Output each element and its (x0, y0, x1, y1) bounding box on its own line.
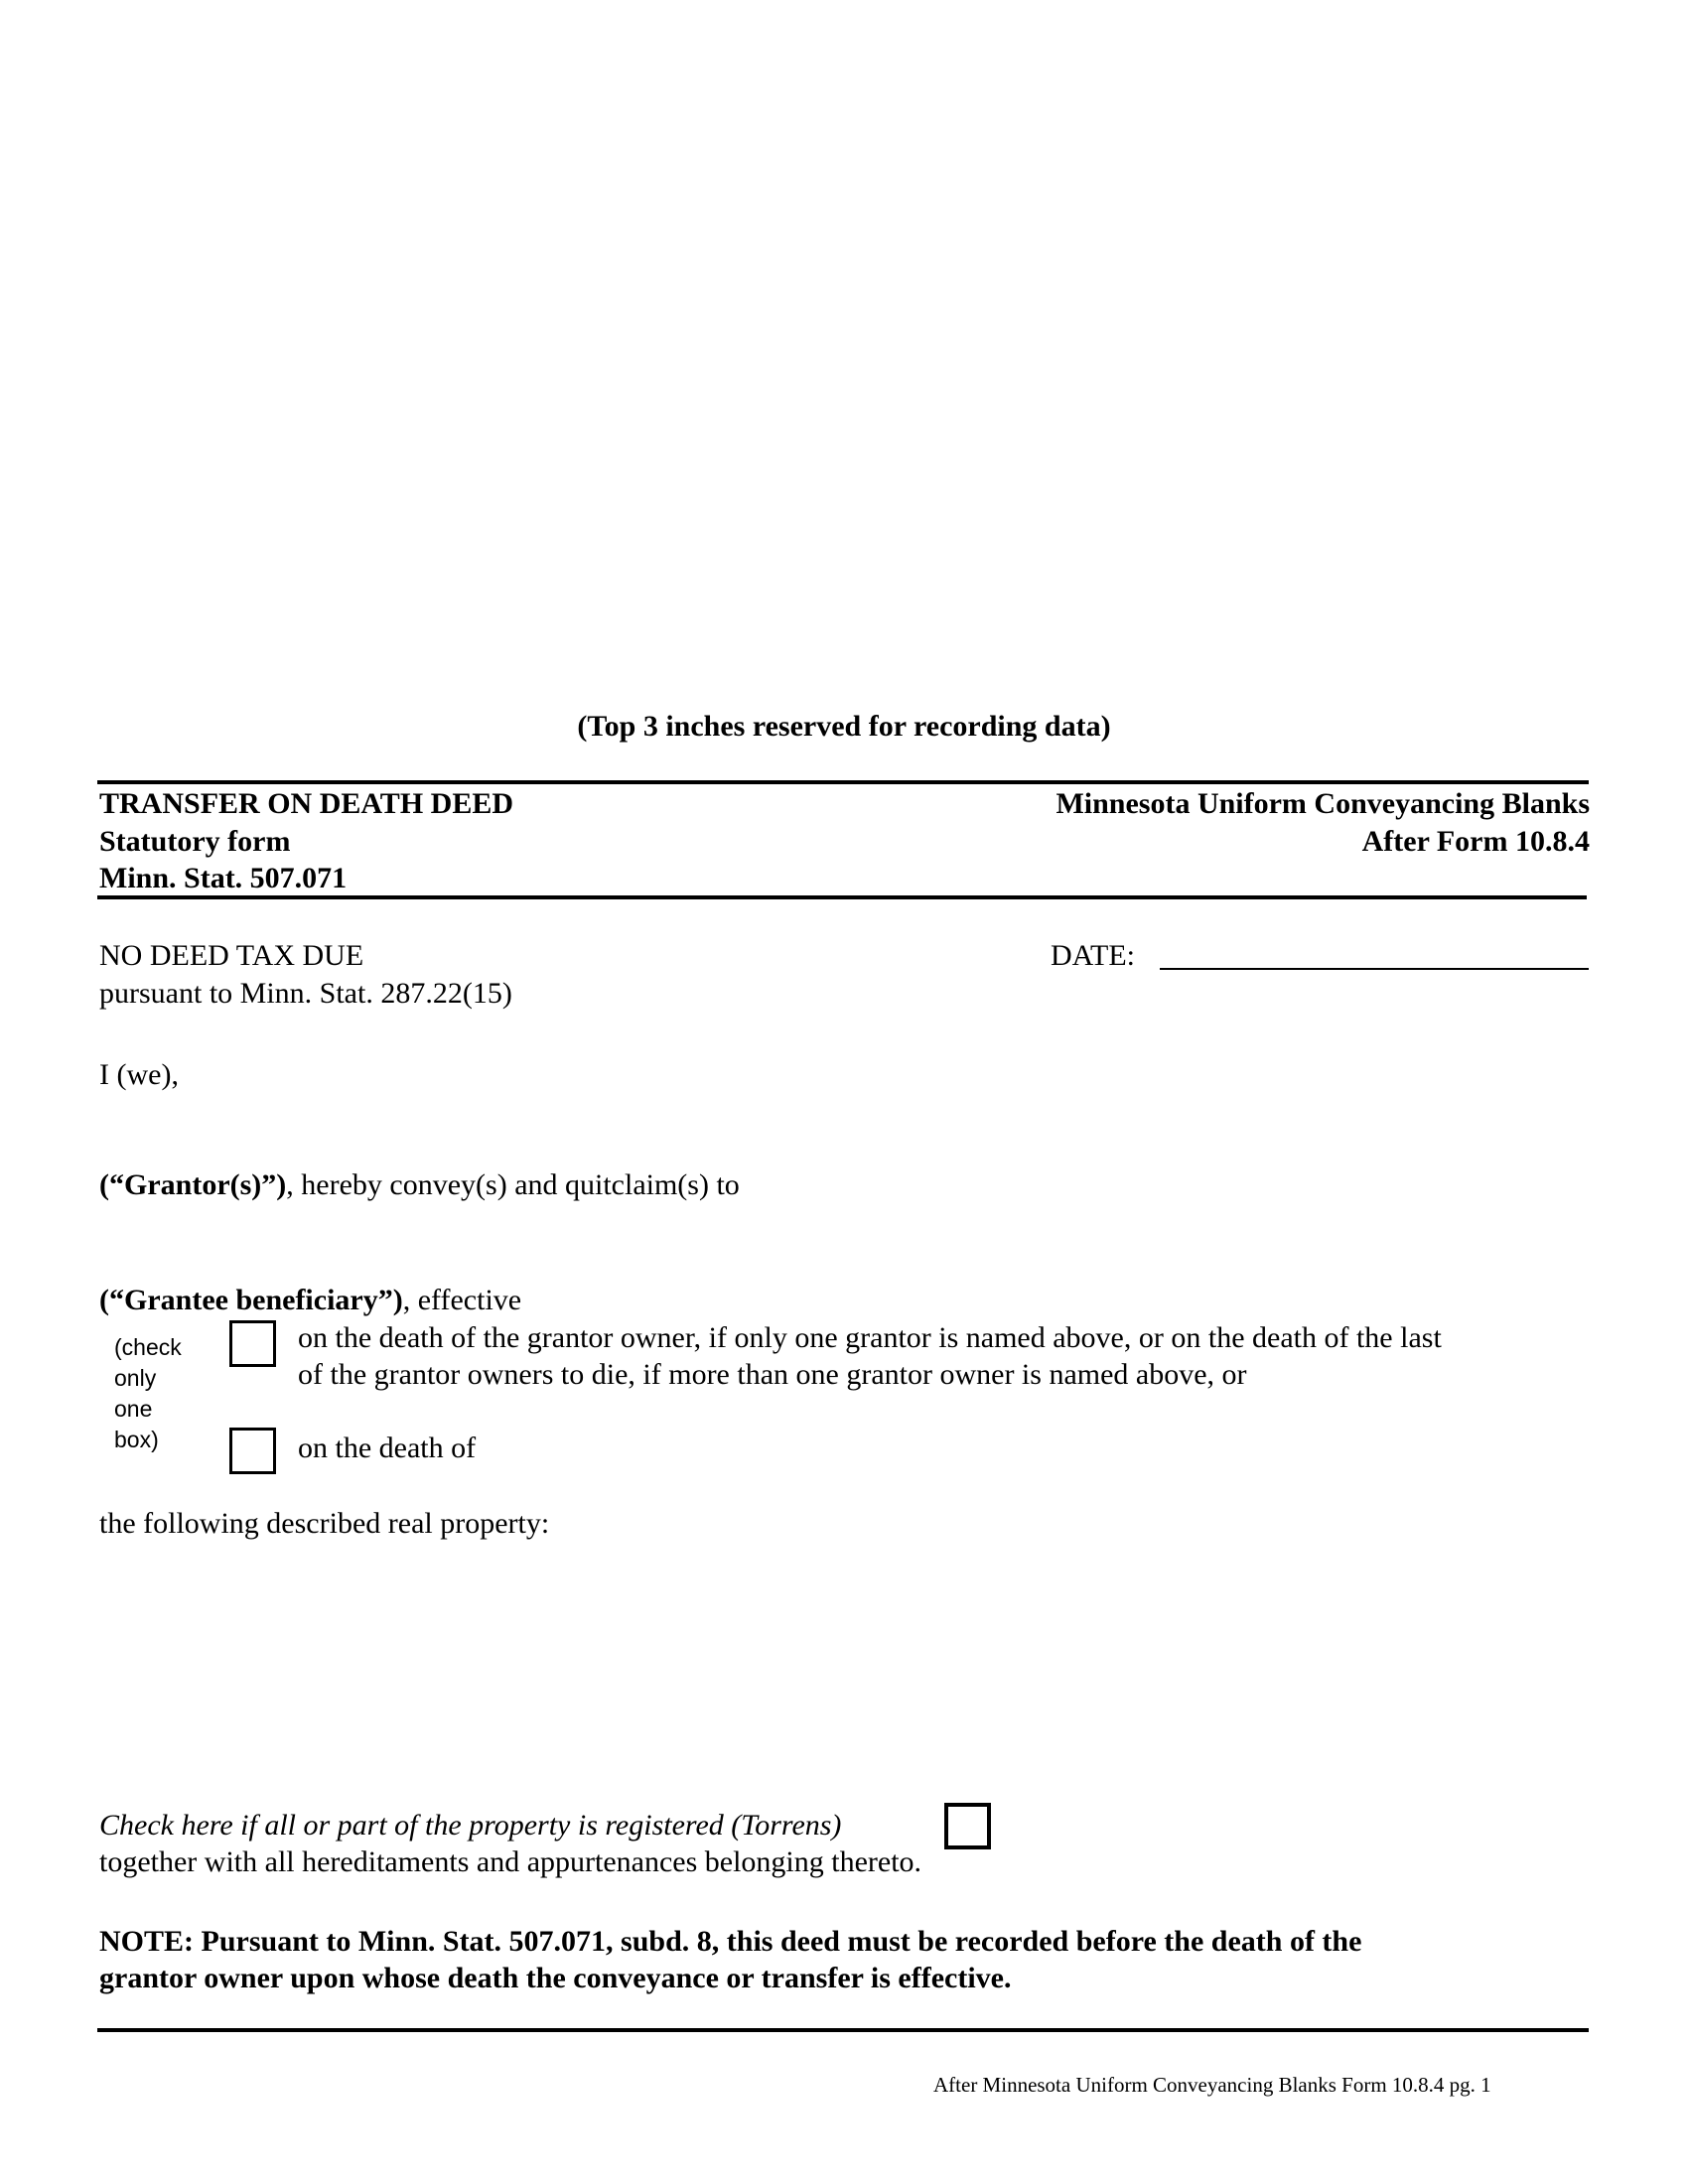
check-note-line: one (114, 1396, 153, 1422)
grantor-clause (99, 1167, 740, 1203)
grantee-clause (99, 1283, 521, 1318)
option-last-grantor-text: of the grantor owners to die, if more than one grantor owner is named above, or (298, 1358, 1247, 1391)
option-specific-death-checkbox[interactable] (229, 1428, 276, 1474)
page-footer: After Minnesota Uniform Conveyancing Blanks Form 10.8.4 pg. 1 (933, 2073, 1491, 2097)
option-last-grantor-checkbox[interactable] (229, 1320, 276, 1367)
check-note-line: only (114, 1365, 157, 1391)
form-number: After Form 10.8.4 (1361, 825, 1590, 858)
check-note-line: (check (114, 1334, 182, 1360)
deed-tax-statute: pursuant to Minn. Stat. 287.22(15) (99, 977, 512, 1010)
grantor-term: (“Grantor(s)”) (99, 1168, 287, 1201)
form-series: Minnesota Uniform Conveyancing Blanks (1055, 787, 1590, 820)
torrens-label: Check here if all or part of the property is registered (Torrens) (99, 1809, 842, 1842)
grantee-effective-text: , effective (402, 1284, 522, 1316)
date-input[interactable] (1160, 968, 1589, 970)
grantor-intro: I (we), (99, 1058, 179, 1091)
form-statute: Minn. Stat. 507.071 (99, 862, 348, 894)
recording-note: NOTE: Pursuant to Minn. Stat. 507.071, subd. 8, this deed must be recorded before the death of the (99, 1925, 1362, 1958)
form-subtitle: Statutory form (99, 825, 291, 858)
date-label: DATE: (1051, 939, 1135, 972)
appurtenances-text: together with all hereditaments and appurtenances belonging thereto. (99, 1845, 922, 1878)
grantor-conveyance-text: , hereby convey(s) and quitclaim(s) to (286, 1168, 740, 1201)
header-top-rule (97, 780, 1589, 784)
footer-rule (97, 2028, 1589, 2032)
recording-note: grantor owner upon whose death the conveyance or transfer is effective. (99, 1962, 1012, 1994)
deed-tax-status: NO DEED TAX DUE (99, 939, 364, 972)
option-specific-death-text: on the death of (298, 1432, 477, 1464)
form-title: TRANSFER ON DEATH DEED (99, 787, 513, 820)
check-note-line: box) (114, 1427, 159, 1452)
header-bottom-rule (97, 895, 1587, 899)
option-last-grantor-text: on the death of the grantor owner, if only one grantor is named above, or on the death of the last (298, 1321, 1442, 1354)
property-description-label: the following described real property: (99, 1507, 550, 1540)
torrens-checkbox[interactable] (944, 1803, 991, 1849)
grantee-term: (“Grantee beneficiary”) (99, 1284, 403, 1316)
recording-reserved-note: (Top 3 inches reserved for recording data) (577, 710, 1111, 743)
